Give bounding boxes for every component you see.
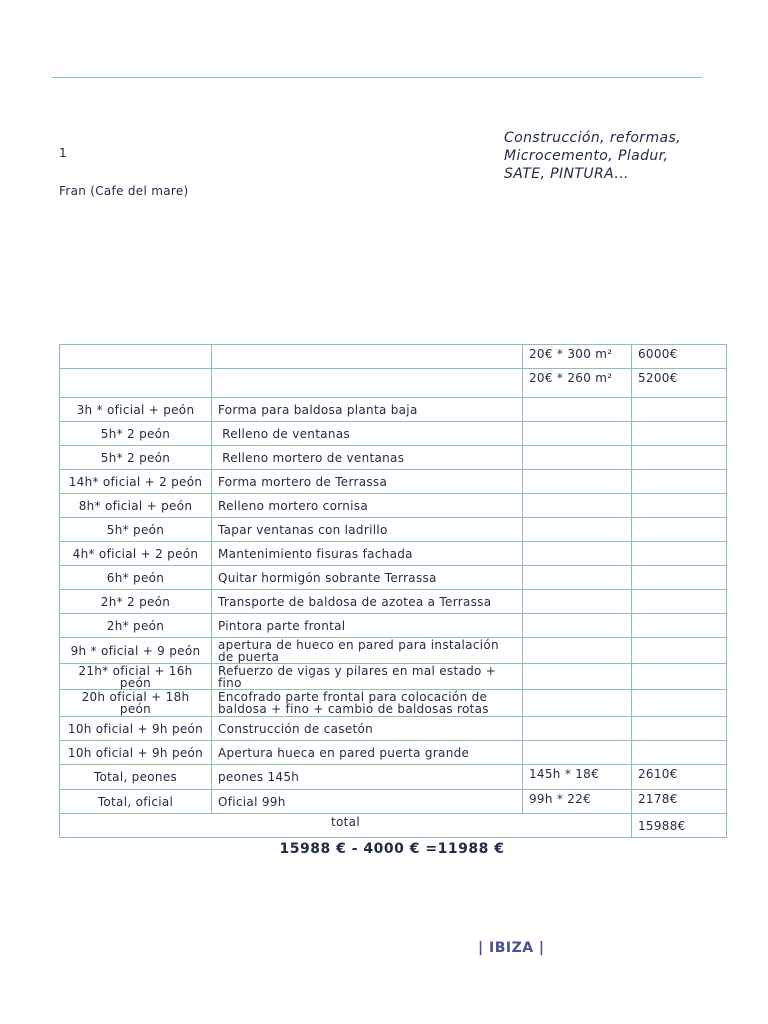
calc-cell: 20€ * 260 m² <box>523 369 632 398</box>
description-cell: Tapar ventanas con ladrillo <box>212 518 523 542</box>
calc-cell <box>523 542 632 566</box>
table-row <box>60 518 727 542</box>
description-cell: Relleno mortero de ventanas <box>212 446 523 470</box>
table-row <box>60 494 727 518</box>
description-cell: Forma para baldosa planta baja <box>212 398 523 422</box>
hours-cell: 4h* oficial + 2 peón <box>60 542 212 566</box>
description-cell: peones 145h <box>212 765 523 790</box>
calc-cell: 20€ * 300 m² <box>523 345 632 369</box>
description-cell <box>212 369 523 398</box>
description-cell: Relleno de ventanas <box>212 422 523 446</box>
description-cell: Transporte de baldosa de azotea a Terrassa <box>212 590 523 614</box>
description-cell <box>212 345 523 369</box>
description-cell: Pintora parte frontal <box>212 614 523 638</box>
table-row <box>60 741 727 765</box>
hours-cell: 14h* oficial + 2 peón <box>60 470 212 494</box>
calc-cell <box>523 664 632 690</box>
table-row <box>60 398 727 422</box>
amount-cell: 5200€ <box>632 369 727 398</box>
table-row <box>60 765 727 790</box>
hours-cell: 10h oficial + 9h peón <box>60 717 212 741</box>
amount-cell <box>632 664 727 690</box>
hours-cell: 6h* peón <box>60 566 212 590</box>
header-divider <box>52 77 702 78</box>
amount-cell <box>632 470 727 494</box>
hours-cell: 8h* oficial + peón <box>60 494 212 518</box>
calc-cell <box>523 566 632 590</box>
amount-cell <box>632 590 727 614</box>
calc-cell <box>523 741 632 765</box>
amount-cell <box>632 717 727 741</box>
total-amount: 15988€ <box>632 814 727 838</box>
description-cell: Refuerzo de vigas y pilares en mal estado + fino <box>212 664 523 690</box>
calc-cell <box>523 446 632 470</box>
tagline-line-2: Microcemento, Pladur, <box>504 148 669 164</box>
description-cell: Relleno mortero cornisa <box>212 494 523 518</box>
calc-cell: 145h * 18€ <box>523 765 632 790</box>
description-cell: Forma mortero de Terrassa <box>212 470 523 494</box>
hours-cell: 5h* peón <box>60 518 212 542</box>
total-label: total <box>60 814 632 838</box>
budget-table <box>59 344 727 838</box>
table-row <box>60 690 727 717</box>
amount-cell <box>632 398 727 422</box>
table-row <box>60 542 727 566</box>
hours-cell: Total, oficial <box>60 790 212 814</box>
calc-cell <box>523 638 632 664</box>
amount-cell <box>632 518 727 542</box>
description-cell: Oficial 99h <box>212 790 523 814</box>
table-row <box>60 717 727 741</box>
client-name: Fran (Cafe del mare) <box>59 184 189 198</box>
table-row <box>60 422 727 446</box>
table-row <box>60 638 727 664</box>
description-cell: Quitar hormigón sobrante Terrassa <box>212 566 523 590</box>
table-row <box>60 369 727 398</box>
hours-cell: 9h * oficial + 9 peón <box>60 638 212 664</box>
table-row <box>60 590 727 614</box>
calc-cell: 99h * 22€ <box>523 790 632 814</box>
final-summary-text: 15988 € - 4000 € =11988 € <box>279 841 505 857</box>
amount-cell <box>632 446 727 470</box>
description-cell: Encofrado parte frontal para colocación de baldosa + fino + cambio de baldosas rotas <box>212 690 523 717</box>
calc-cell <box>523 518 632 542</box>
amount-cell <box>632 422 727 446</box>
calc-cell <box>523 398 632 422</box>
calc-cell <box>523 690 632 717</box>
company-tagline <box>504 129 754 183</box>
calc-cell <box>523 717 632 741</box>
hours-cell: 2h* 2 peón <box>60 590 212 614</box>
amount-cell <box>632 542 727 566</box>
description-cell: apertura de hueco en pared para instalación de puerta <box>212 638 523 664</box>
total-row <box>60 814 727 838</box>
amount-cell <box>632 690 727 717</box>
hours-cell <box>60 345 212 369</box>
table-row <box>60 790 727 814</box>
footer-location: | IBIZA | <box>478 940 545 956</box>
amount-cell: 6000€ <box>632 345 727 369</box>
amount-cell: 2178€ <box>632 790 727 814</box>
table-row <box>60 470 727 494</box>
table-row <box>60 614 727 638</box>
calc-cell <box>523 590 632 614</box>
page-number: 1 <box>59 146 67 160</box>
calc-cell <box>523 470 632 494</box>
calc-cell <box>523 494 632 518</box>
hours-cell: 2h* peón <box>60 614 212 638</box>
hours-cell: 5h* 2 peón <box>60 422 212 446</box>
calc-cell <box>523 422 632 446</box>
table-row <box>60 566 727 590</box>
amount-cell <box>632 614 727 638</box>
description-cell: Apertura hueca en pared puerta grande <box>212 741 523 765</box>
hours-cell: 21h* oficial + 16h peón <box>60 664 212 690</box>
table-row <box>60 664 727 690</box>
hours-cell: 10h oficial + 9h peón <box>60 741 212 765</box>
hours-cell: 20h oficial + 18h peón <box>60 690 212 717</box>
amount-cell <box>632 566 727 590</box>
amount-cell <box>632 741 727 765</box>
tagline-line-3: SATE, PINTURA... <box>504 166 629 182</box>
hours-cell: Total, peones <box>60 765 212 790</box>
hours-cell: 3h * oficial + peón <box>60 398 212 422</box>
amount-cell: 2610€ <box>632 765 727 790</box>
tagline-line-1: Construcción, reformas, <box>504 130 682 146</box>
final-summary <box>0 841 768 857</box>
table-row <box>60 446 727 470</box>
calc-cell <box>523 614 632 638</box>
description-cell: Construcción de casetón <box>212 717 523 741</box>
table-row <box>60 345 727 369</box>
amount-cell <box>632 494 727 518</box>
hours-cell <box>60 369 212 398</box>
hours-cell: 5h* 2 peón <box>60 446 212 470</box>
amount-cell <box>632 638 727 664</box>
description-cell: Mantenimiento fisuras fachada <box>212 542 523 566</box>
